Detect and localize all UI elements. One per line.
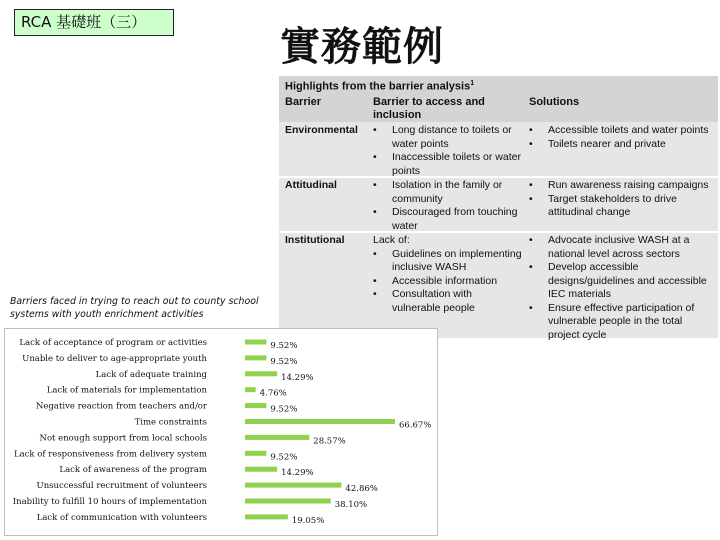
category-label: Lack of adequate training (95, 369, 207, 380)
row-label-environmental: Environmental (285, 124, 358, 136)
list-item: • Toilets nearer and private (529, 138, 714, 152)
environmental-access-cell (373, 124, 523, 178)
category-label: Lack of communication with volunteers (36, 512, 207, 523)
category-label: Unable to deliver to age-appropriate youth (22, 353, 207, 364)
column-header-solutions: Solutions (529, 96, 580, 108)
value-label: 66.67% (399, 420, 432, 431)
institutional-solutions-cell (529, 234, 714, 342)
bar (245, 467, 277, 472)
value-label: 14.29% (281, 372, 314, 383)
column-header-access: Barrier to access and inclusion (373, 96, 485, 121)
category-label: Lack of responsiveness from delivery system (13, 449, 207, 460)
row-divider (279, 231, 718, 233)
table-heading-text: Highlights from the barrier analysis (285, 80, 471, 93)
category-label: Time constraints (134, 417, 207, 428)
list-item: • Isolation in the family or community (373, 179, 523, 206)
category-label: Not enough support from local schools (39, 433, 207, 444)
value-label: 19.05% (291, 515, 325, 526)
list-intro: Lack of: (373, 234, 410, 246)
row-divider (279, 176, 718, 178)
list-item: • Guidelines on implementing inclusive WASH (373, 248, 523, 275)
environmental-solutions-cell (529, 124, 714, 151)
list-item: • Discouraged from touching water (373, 206, 523, 233)
chart-title: Barriers faced in trying to reach out to county school systems with youth enrichment activities (10, 296, 259, 320)
row-label-attitudinal: Attitudinal (285, 179, 337, 191)
bar (245, 387, 256, 392)
bar-chart (4, 328, 438, 536)
list-item: • Target stakeholders to drive attitudinal change (529, 193, 714, 220)
bar (245, 451, 266, 456)
table-header (279, 76, 718, 122)
bar (245, 355, 266, 360)
value-label: 9.52% (270, 452, 298, 463)
list-item: • Ensure effective participation of vulnerable people in the total project cycle (529, 302, 714, 343)
value-label: 9.52% (270, 356, 298, 367)
list-item: • Accessible information (373, 275, 523, 289)
bar-chart-svg (5, 329, 439, 537)
category-label: Inability to fulfill 10 hours of implementation (12, 497, 207, 507)
value-label: 14.29% (281, 468, 314, 479)
bar (245, 419, 395, 424)
list-item: • Long distance to toilets or water points (373, 124, 523, 151)
value-label: 9.52% (270, 404, 298, 415)
attitudinal-access-cell (373, 179, 523, 233)
category-label: Lack of awareness of the program (59, 465, 207, 476)
column-header-barrier: Barrier (285, 96, 322, 108)
list-item: • Run awareness raising campaigns (529, 179, 714, 193)
bar (245, 340, 266, 345)
value-label: 4.76% (259, 388, 287, 399)
page-title: 實務範例 (280, 23, 444, 70)
value-label: 9.52% (270, 341, 298, 351)
footnote-marker: 1 (470, 80, 475, 87)
barrier-table (279, 76, 718, 341)
bar (245, 514, 288, 519)
list-item: • Consultation with vulnerable people (373, 288, 523, 315)
bar (245, 435, 309, 440)
list-item: • Inaccessible toilets or water points (373, 151, 523, 178)
value-label: 42.86% (345, 484, 378, 495)
category-label: Lack of materials for implementation (46, 385, 207, 396)
table-heading (285, 80, 474, 93)
institutional-access-cell (373, 234, 523, 315)
bar (245, 371, 277, 376)
category-label: Lack of acceptance of program or activities (19, 338, 207, 348)
attitudinal-solutions-cell (529, 179, 714, 220)
bar (245, 483, 341, 488)
category-label: Negative reaction from teachers and/or (35, 401, 207, 412)
value-label: 28.57% (313, 436, 346, 447)
list-item: • Accessible toilets and water points (529, 124, 714, 138)
bar (245, 499, 331, 504)
row-label-institutional: Institutional (285, 234, 345, 246)
list-item: • Develop accessible designs/guidelines and accessible IEC materials (529, 261, 714, 302)
list-item: • Advocate inclusive WASH at a national level across sectors (529, 234, 714, 261)
category-label: Unsuccessful recruitment of volunteers (36, 481, 207, 492)
course-badge: RCA 基礎班（三） (14, 9, 174, 36)
bar (245, 403, 266, 408)
value-label: 38.10% (334, 500, 368, 510)
